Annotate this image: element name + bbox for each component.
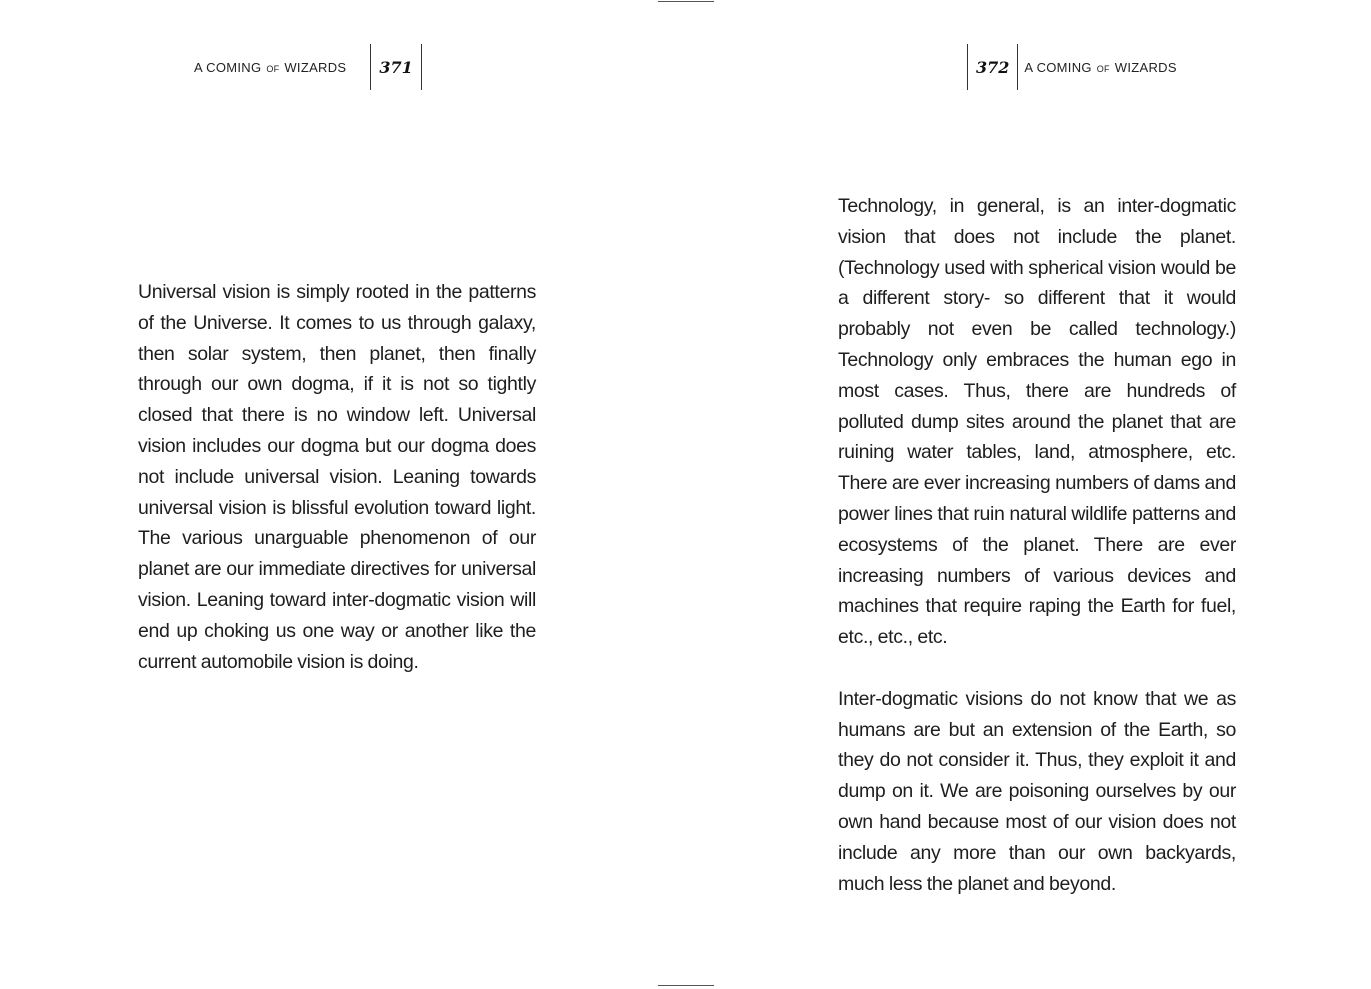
right-page-body [838, 191, 1236, 930]
running-title-part2: WIZARDS [284, 59, 347, 75]
running-title [194, 60, 346, 75]
right-page-header [967, 44, 1177, 90]
running-title-part2: WIZARDS [1114, 59, 1177, 75]
running-title-part1: A COMING [194, 59, 262, 75]
running-title-of: OF [1096, 63, 1110, 74]
paragraph: Technology, in general, is an inter-dogmatic vision that does not include the planet. (Technology used with spherical vision would be a different story- so different that it would probably not even be called technology.) Technology only embraces the human ego in most cases. Thus, there are hundreds of polluted dump sites around the planet that are ruining water tables, land, atmosphere, etc. There are ever increasing numbers of dams and power lines that ruin natural wildlife patterns and ecosystems of the planet. There are ever increasing numbers of various devices and machines that require raping the Earth for fuel, etc., etc., etc. [838, 195, 1236, 649]
page-number: 372 [967, 44, 1018, 90]
running-title-of: OF [266, 63, 280, 74]
left-page-body [138, 277, 536, 708]
paragraph: Universal vision is simply rooted in the patterns of the Universe. It comes to us through galaxy, then solar system, then planet, then finally through our own dogma, if it is not so tightly closed that there is no window left. Universal vision includes our dogma but our dogma does not include universal vision. Leaning towards universal vision is blissful evolution toward light. The various unarguable phenomenon of our planet are our immediate directives for universal vision. Leaning toward inter-dogmatic vision will end up choking us one way or another like the current automobile vision is doing. [138, 281, 536, 673]
right-page [686, 0, 1371, 989]
running-title-part1: A COMING [1024, 59, 1092, 75]
left-page [0, 0, 685, 989]
page-number: 371 [370, 44, 421, 90]
left-page-header [194, 44, 422, 90]
running-title [1024, 60, 1176, 75]
paragraph: Inter-dogmatic visions do not know that we as humans are but an extension of the Earth, so they do not consider it. Thus, they exploit it and dump on it. We are poisoning ourselves by our own hand because most of our vision does not include any more than our own backyards, much less the planet and beyond. [838, 687, 1236, 895]
